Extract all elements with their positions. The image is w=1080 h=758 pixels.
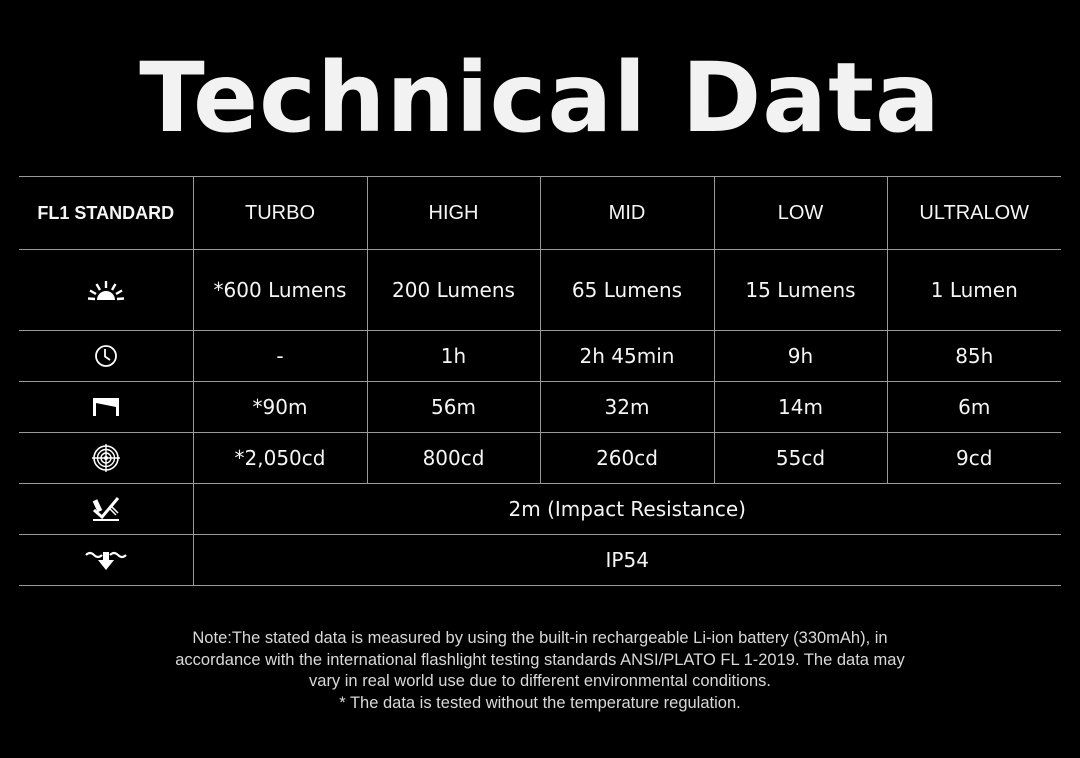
clock-icon [19,331,193,382]
output-low: 15 Lumens [714,250,887,331]
output-turbo: *600 Lumens [193,250,367,331]
table-header-row [19,177,1061,250]
footnote-line: accordance with the international flashlight testing standards ANSI/PLATO FL 1-2019. The data may [175,650,905,669]
runtime-low: 9h [714,331,887,382]
header-mode-ultralow: ULTRALOW [887,177,1061,250]
distance-mid: 32m [540,382,714,433]
footnote-line: Note:The stated data is measured by using the built-in rechargeable Li-ion battery (330mAh), in [192,629,888,647]
target-intensity-icon [19,433,193,484]
table-row-distance [19,382,1061,433]
output-ultralow: 1 Lumen [887,250,1061,331]
intensity-low: 55cd [714,433,887,484]
intensity-turbo: *2,050cd [193,433,367,484]
distance-turbo: *90m [193,382,367,433]
footnote-line: vary in real world use due to different environmental conditions. [309,672,771,690]
table-row-impact [19,484,1061,535]
header-mode-mid: MID [540,177,714,250]
impact-resistance-icon [19,484,193,535]
distance-ultralow: 6m [887,382,1061,433]
page-title: Technical Data [139,42,941,154]
footnote [90,628,990,714]
runtime-ultralow: 85h [887,331,1061,382]
table-row-runtime [19,331,1061,382]
distance-high: 56m [367,382,540,433]
header-standard: FL1 STANDARD [19,177,193,250]
beam-distance-icon [19,382,193,433]
table-row-intensity [19,433,1061,484]
impact-value: 2m (Impact Resistance) [193,484,1061,535]
intensity-mid: 260cd [540,433,714,484]
output-high: 200 Lumens [367,250,540,331]
runtime-turbo: - [193,331,367,382]
table-row-water [19,535,1061,586]
water-value: IP54 [193,535,1061,586]
output-mid: 65 Lumens [540,250,714,331]
intensity-ultralow: 9cd [887,433,1061,484]
header-mode-turbo: TURBO [193,177,367,250]
brightness-icon [19,250,193,331]
header-mode-high: HIGH [367,177,540,250]
intensity-high: 800cd [367,433,540,484]
runtime-high: 1h [367,331,540,382]
technical-data-table [19,176,1061,586]
distance-low: 14m [714,382,887,433]
water-resistance-icon [19,535,193,586]
runtime-mid: 2h 45min [540,331,714,382]
table-row-output [19,250,1061,331]
footnote-line: * The data is tested without the temperature regulation. [339,693,741,712]
header-mode-low: LOW [714,177,887,250]
